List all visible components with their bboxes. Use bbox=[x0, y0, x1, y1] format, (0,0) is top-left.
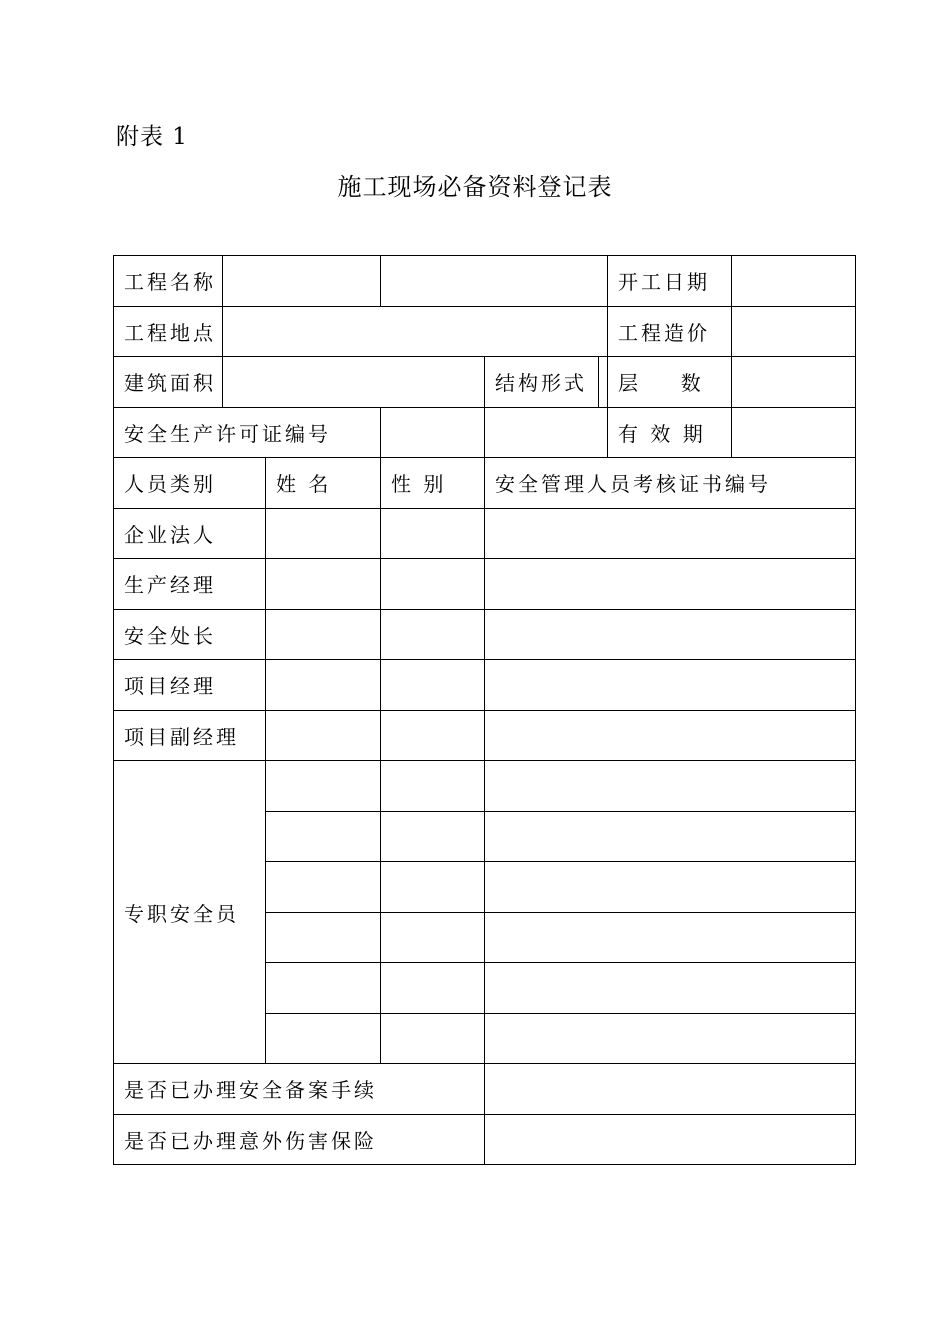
name-cell[interactable] bbox=[266, 862, 381, 913]
label-floors: 层 数 bbox=[608, 357, 732, 408]
table-row bbox=[114, 256, 856, 307]
table-row bbox=[114, 407, 856, 458]
project-name-value-cont[interactable] bbox=[381, 256, 608, 307]
gender-cell[interactable] bbox=[381, 710, 485, 761]
gender-cell[interactable] bbox=[381, 508, 485, 559]
cert-cell[interactable] bbox=[485, 508, 856, 559]
cert-cell[interactable] bbox=[485, 761, 856, 812]
header-cert-no: 安全管理人员考核证书编号 bbox=[485, 458, 856, 509]
table-row bbox=[114, 660, 856, 711]
role-label: 项目经理 bbox=[114, 660, 266, 711]
project-cost-value[interactable] bbox=[732, 306, 856, 357]
registration-table bbox=[113, 255, 856, 1165]
cert-cell[interactable] bbox=[485, 710, 856, 761]
name-cell[interactable] bbox=[266, 811, 381, 862]
header-category: 人员类别 bbox=[114, 458, 266, 509]
label-project-name: 工程名称 bbox=[114, 256, 223, 306]
table-row bbox=[114, 357, 856, 408]
project-name-value[interactable] bbox=[223, 256, 380, 306]
role-label: 安全处长 bbox=[114, 609, 266, 660]
table-row bbox=[114, 306, 856, 357]
gender-cell[interactable] bbox=[381, 609, 485, 660]
answer-insurance[interactable] bbox=[485, 1114, 856, 1165]
gender-cell[interactable] bbox=[381, 559, 485, 610]
name-cell[interactable] bbox=[266, 559, 381, 610]
floors-value[interactable] bbox=[732, 357, 856, 408]
cert-cell[interactable] bbox=[485, 811, 856, 862]
name-cell[interactable] bbox=[266, 710, 381, 761]
label-project-location: 工程地点 bbox=[114, 307, 223, 357]
cert-cell[interactable] bbox=[485, 912, 856, 963]
name-cell[interactable] bbox=[266, 660, 381, 711]
license-no-value-cont[interactable] bbox=[485, 407, 608, 458]
question-filing: 是否已办理安全备案手续 bbox=[114, 1064, 485, 1115]
annex-label: 附表 1 bbox=[116, 124, 188, 150]
label-structure-type: 结构形式 bbox=[485, 357, 599, 407]
table-row bbox=[114, 1114, 856, 1165]
cert-cell[interactable] bbox=[485, 559, 856, 610]
gender-cell[interactable] bbox=[381, 811, 485, 862]
license-no-value[interactable] bbox=[381, 408, 484, 458]
name-cell[interactable] bbox=[266, 508, 381, 559]
structure-type-value[interactable] bbox=[599, 357, 607, 407]
label-validity: 有 效 期 bbox=[608, 407, 732, 458]
validity-value[interactable] bbox=[732, 407, 856, 458]
role-label: 企业法人 bbox=[114, 508, 266, 559]
label-project-cost: 工程造价 bbox=[608, 306, 732, 357]
table-row bbox=[114, 761, 856, 812]
cert-cell[interactable] bbox=[485, 963, 856, 1014]
gender-cell[interactable] bbox=[381, 761, 485, 812]
start-date-value[interactable] bbox=[732, 256, 856, 307]
name-cell[interactable] bbox=[266, 609, 381, 660]
cert-cell[interactable] bbox=[485, 660, 856, 711]
table-row bbox=[114, 458, 856, 509]
label-start-date: 开工日期 bbox=[608, 256, 732, 307]
table-row bbox=[114, 609, 856, 660]
gender-cell[interactable] bbox=[381, 1013, 485, 1064]
question-insurance: 是否已办理意外伤害保险 bbox=[114, 1114, 485, 1165]
name-cell[interactable] bbox=[266, 963, 381, 1014]
cert-cell[interactable] bbox=[485, 609, 856, 660]
answer-filing[interactable] bbox=[485, 1064, 856, 1115]
cert-cell[interactable] bbox=[485, 1013, 856, 1064]
table-row bbox=[114, 559, 856, 610]
label-license-no: 安全生产许可证编号 bbox=[114, 408, 381, 458]
table-row bbox=[114, 710, 856, 761]
label-building-area: 建筑面积 bbox=[114, 357, 223, 407]
gender-cell[interactable] bbox=[381, 963, 485, 1014]
cert-cell[interactable] bbox=[485, 862, 856, 913]
page-title: 施工现场必备资料登记表 bbox=[337, 173, 613, 201]
table-row bbox=[114, 508, 856, 559]
gender-cell[interactable] bbox=[381, 862, 485, 913]
safety-officer-label: 专职安全员 bbox=[114, 761, 266, 1064]
header-name: 姓 名 bbox=[266, 458, 381, 509]
name-cell[interactable] bbox=[266, 912, 381, 963]
role-label: 生产经理 bbox=[114, 559, 266, 610]
gender-cell[interactable] bbox=[381, 660, 485, 711]
role-label: 项目副经理 bbox=[114, 710, 266, 761]
name-cell[interactable] bbox=[266, 1013, 381, 1064]
name-cell[interactable] bbox=[266, 761, 381, 812]
gender-cell[interactable] bbox=[381, 912, 485, 963]
table-row bbox=[114, 1064, 856, 1115]
building-area-value[interactable] bbox=[223, 357, 484, 407]
header-gender: 性 别 bbox=[381, 458, 485, 509]
project-location-value[interactable] bbox=[223, 307, 607, 357]
